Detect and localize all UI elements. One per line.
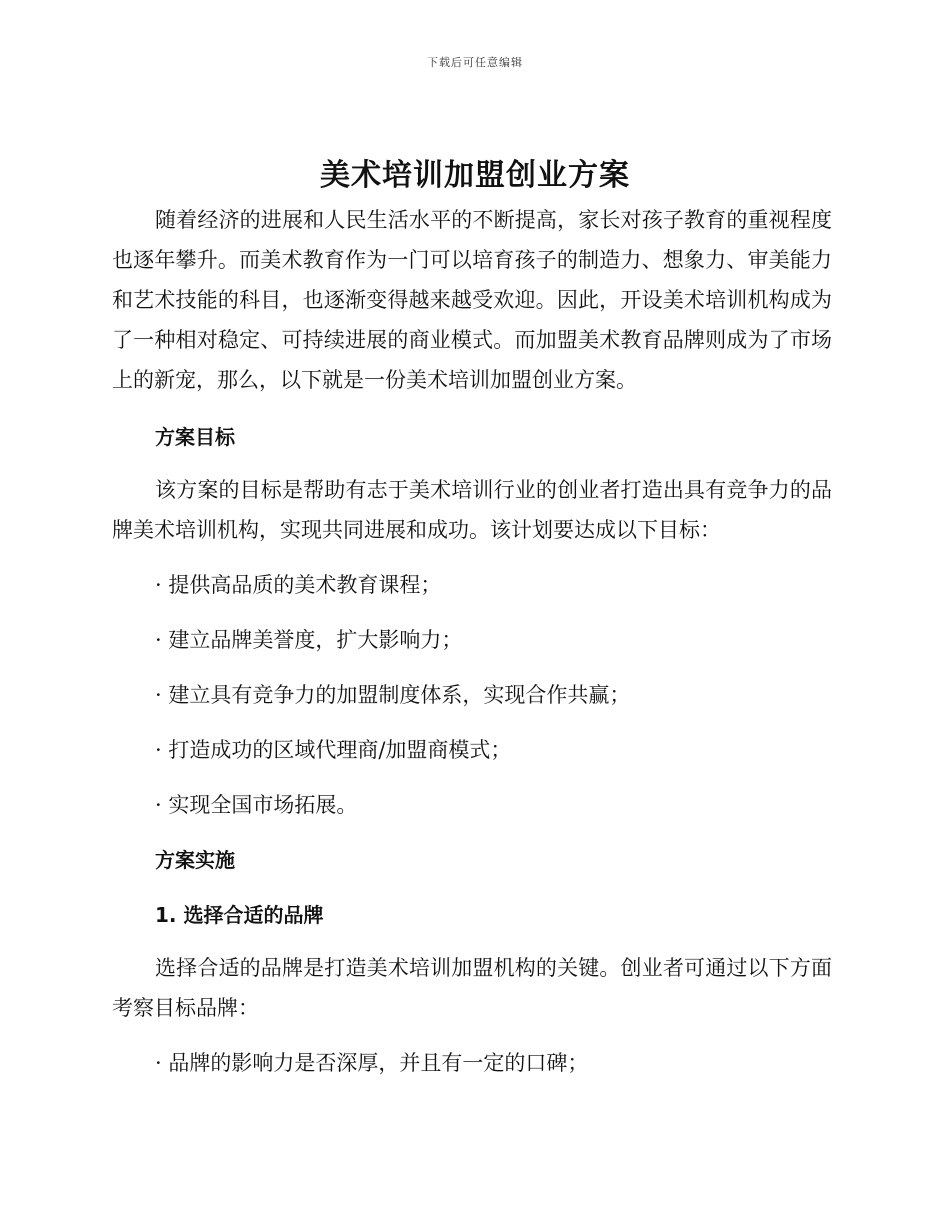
goal-bullet-1: · 提供高品质的美术教育课程；: [155, 573, 442, 597]
document-title: 美术培训加盟创业方案: [320, 158, 630, 193]
goal-bullet-5: · 实现全国市场拓展。: [155, 793, 358, 817]
goal-bullet-3: · 建立具有竞争力的加盟制度体系，实现合作共赢；: [155, 683, 631, 707]
document-body: [112, 200, 832, 1078]
section-heading-goals: 方案目标: [155, 425, 235, 449]
goals-paragraph: 该方案的目标是帮助有志于美术培训行业的创业者打造出具有竞争力的品牌美术培训机构，实现共同进展和成功。该计划要达成以下目标：: [112, 478, 832, 542]
page-header-note: 下载后可任意编辑: [427, 56, 523, 69]
brand-criteria-bullet-1: · 品牌的影响力是否深厚，并且有一定的口碑；: [155, 1051, 589, 1075]
subsection-heading-choose-brand: 1. 选择合适的品牌: [155, 903, 324, 927]
choose-brand-paragraph: 选择合适的品牌是打造美术培训加盟机构的关键。创业者可通过以下方面考察目标品牌：: [112, 956, 832, 1020]
intro-paragraph: 随着经济的进展和人民生活水平的不断提高，家长对孩子教育的重视程度也逐年攀升。而美术教育作为一门可以培育孩子的制造力、想象力、审美能力和艺术技能的科目，也逐渐变得越来越受欢迎。因此，开设美术培训机构成为了一种相对稳定、可持续进展的商业模式。而加盟美术教育品牌则成为了市场上的新宠，那么，以下就是一份美术培训加盟创业方案。: [112, 208, 832, 392]
goal-bullet-2: · 建立品牌美誉度，扩大影响力；: [155, 628, 463, 652]
section-heading-implementation: 方案实施: [155, 848, 235, 872]
goal-bullet-4: · 打造成功的区域代理商/加盟商模式；: [155, 738, 512, 762]
